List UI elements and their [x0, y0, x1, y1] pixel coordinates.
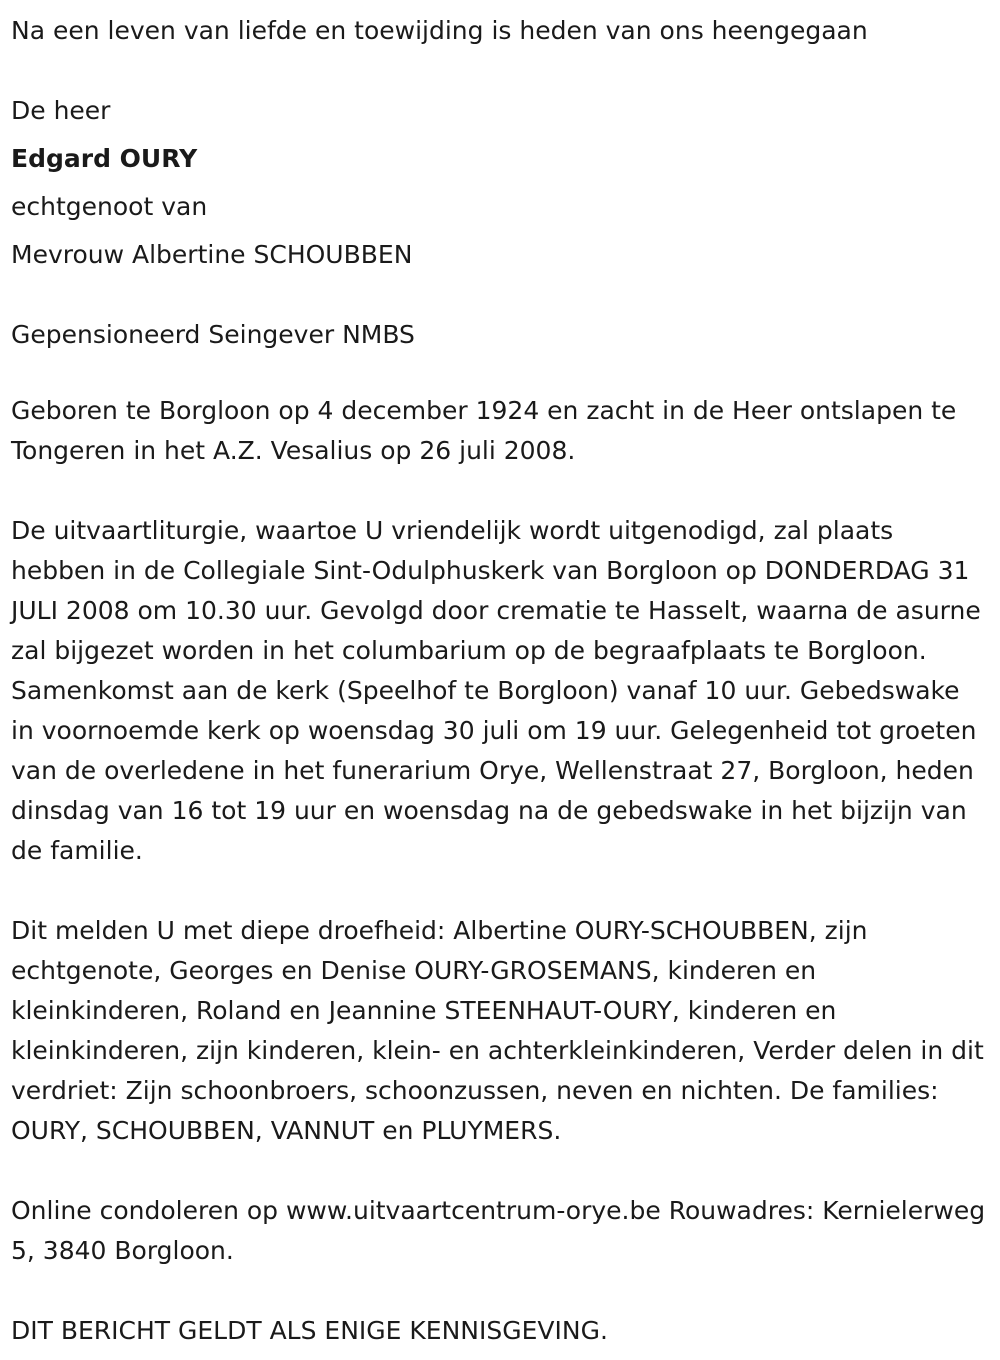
- spacer: [11, 359, 990, 391]
- spacer: [11, 55, 990, 87]
- condolences-paragraph: Online condoleren op www.uitvaartcentrum-orye.be Rouwadres: Kernielerweg 5, 3840 Borgloon.: [11, 1196, 986, 1265]
- spacer: [11, 1151, 990, 1191]
- family-paragraph: Dit melden U met diepe droefheid: Albertine OURY-SCHOUBBEN, zijn echtgenote, Georges en Denise OURY-GROSEMANS, kinderen en kleinkinderen, Roland en Jeannine STEENHAUT-OURY, kinderen en kleinkinderen, zijn kinderen, klein- en achterkleinkinderen, Verder delen in dit verdriet: Zijn schoonbroers, schoonzussen, neven en nichten. De families: OURY, SCHOUBBEN, VANNUT en PLUYMERS.: [11, 916, 984, 1145]
- salutation: De heer: [11, 96, 111, 125]
- spouse-label: echtgenoot van: [11, 192, 208, 221]
- spouse-name: Mevrouw Albertine SCHOUBBEN: [11, 240, 413, 269]
- spacer: [11, 279, 990, 311]
- spacer: [11, 471, 990, 511]
- spacer: [11, 1271, 990, 1311]
- occupation: Gepensioneerd Seingever NMBS: [11, 320, 415, 349]
- deceased-name: Edgard OURY: [11, 144, 198, 173]
- intro-text: Na een leven van liefde en toewijding is heden van ons heengegaan: [11, 16, 868, 45]
- birth-death-paragraph: Geboren te Borgloon op 4 december 1924 en zacht in de Heer ontslapen te Tongeren in het A.Z. Vesalius op 26 juli 2008.: [11, 396, 957, 465]
- closing-statement: DIT BERICHT GELDT ALS ENIGE KENNISGEVING.: [11, 1316, 608, 1345]
- spacer: [11, 871, 990, 911]
- funeral-info-paragraph: De uitvaartliturgie, waartoe U vriendelijk wordt uitgenodigd, zal plaats hebben in de Collegiale Sint-Odulphuskerk van Borgloon op DONDERDAG 31 JULI 2008 om 10.30 uur. Gevolgd door crematie te Hasselt, waarna de asurne zal bijgezet worden in het columbarium op de begraafplaats te Borgloon. Samenkomst aan de kerk (Speelhof te Borgloon) vanaf 10 uur. Gebedswake in voornoemde kerk op woensdag 30 juli om 19 uur. Gelegenheid tot groeten van de overledene in het funerarium Orye, Wellenstraat 27, Borgloon, heden dinsdag van 16 tot 19 uur en woensdag na de gebedswake in het bijzijn van de familie.: [11, 516, 981, 865]
